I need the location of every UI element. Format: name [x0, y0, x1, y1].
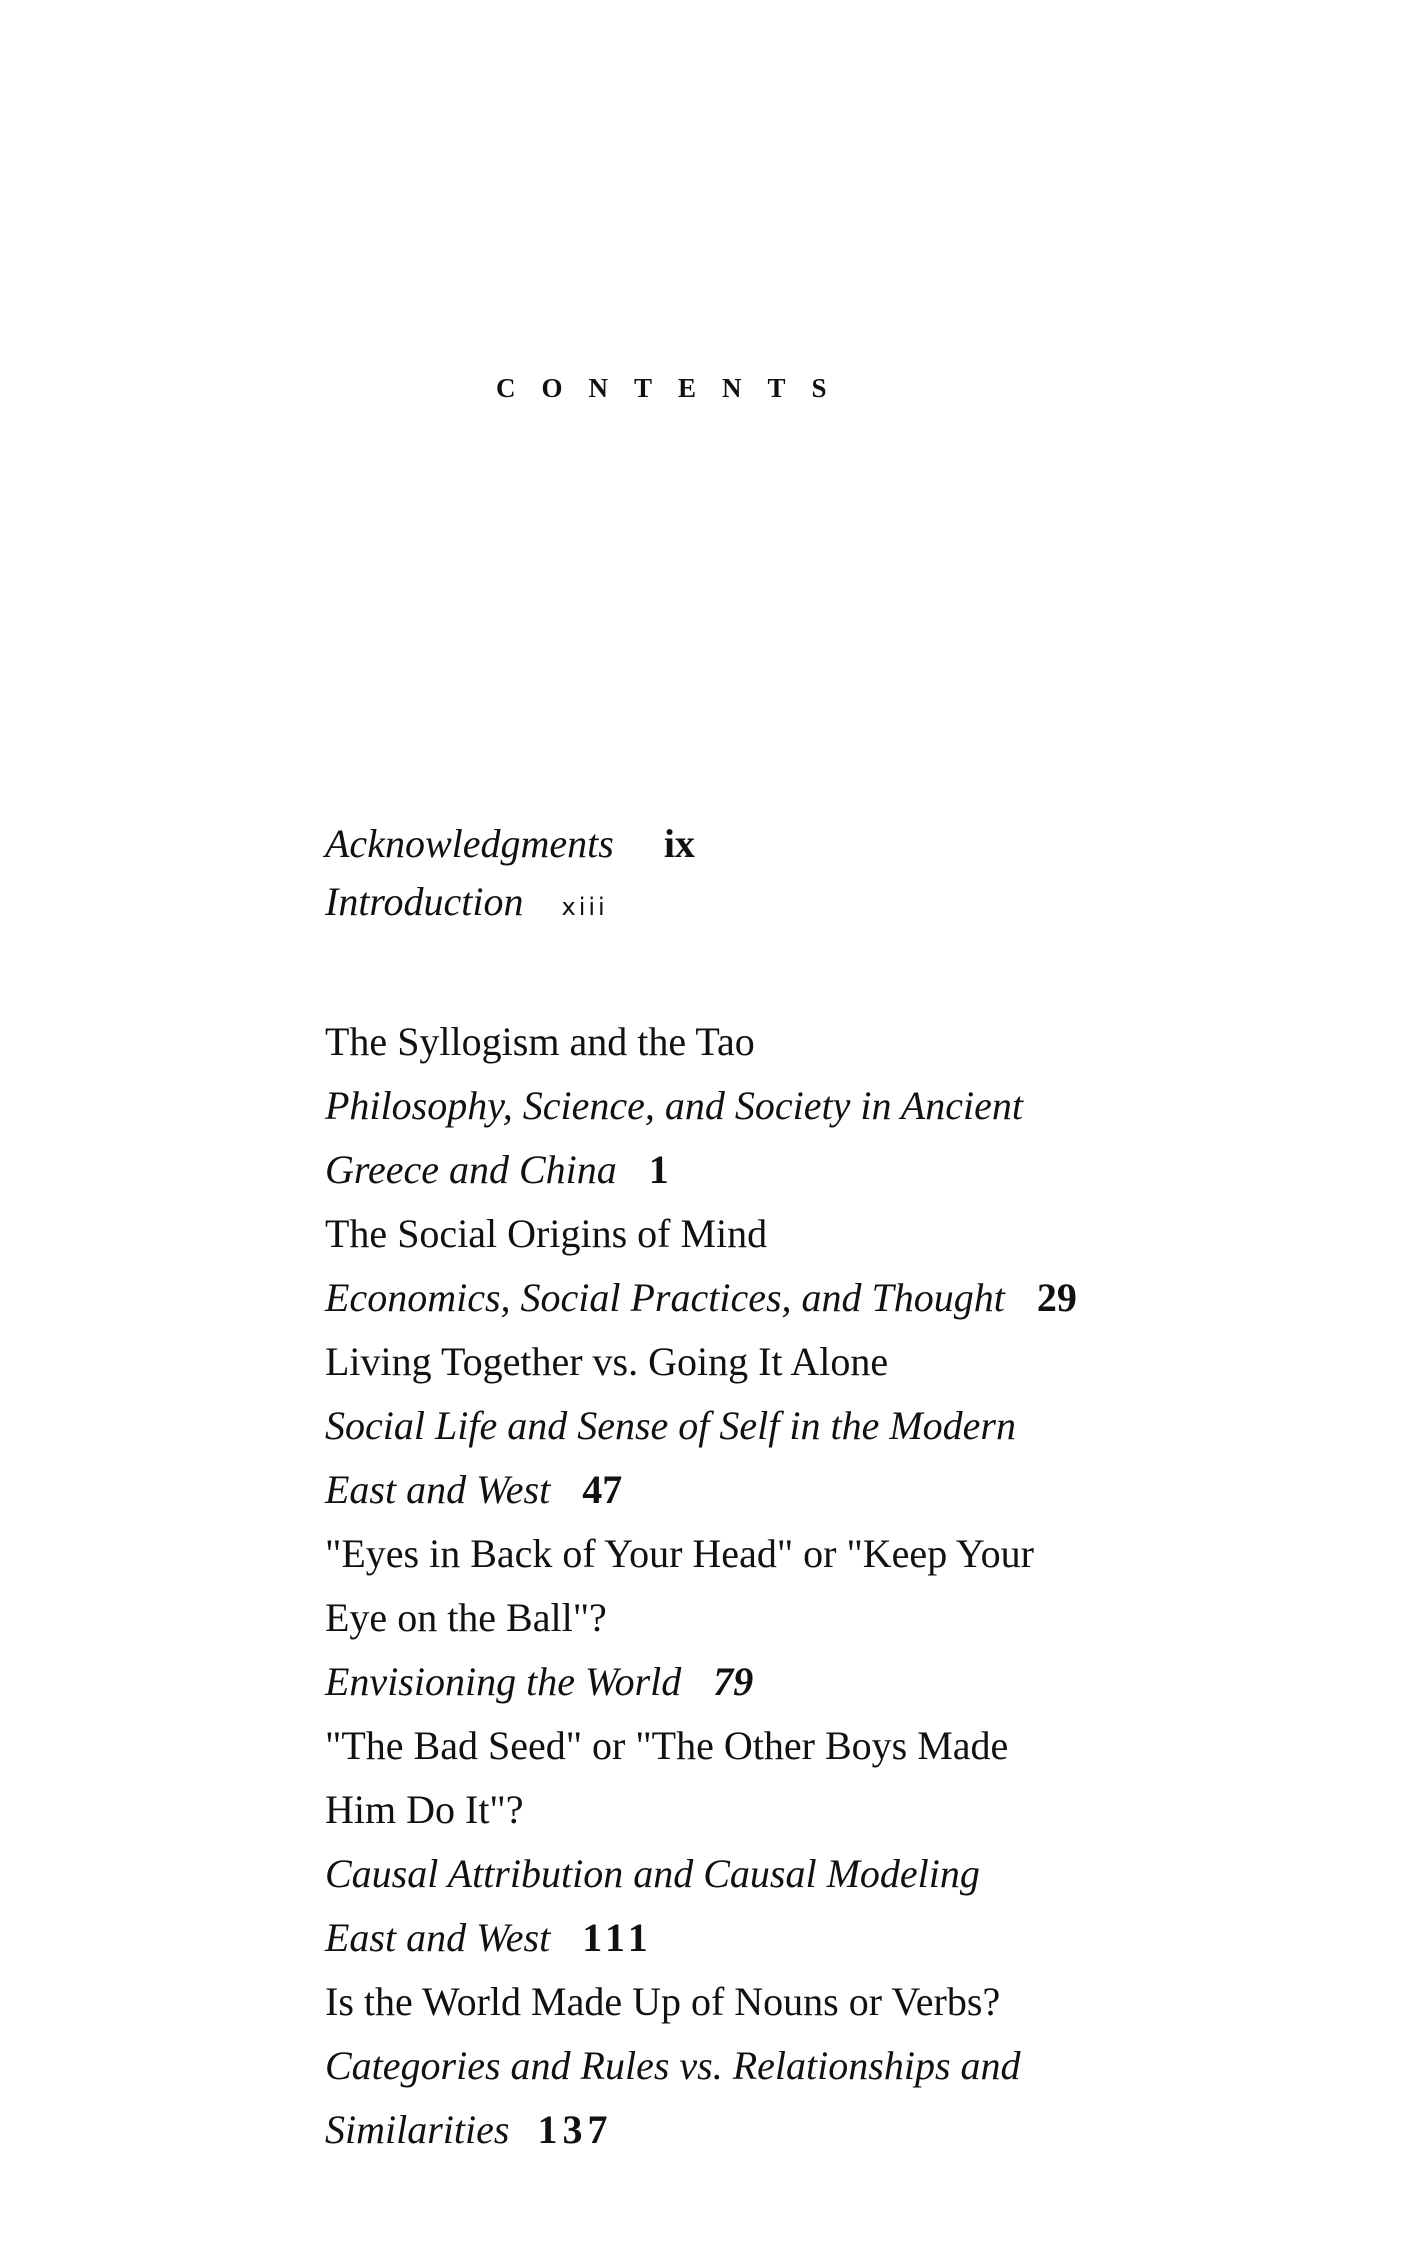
- chapter-5-subtitle-line-2: [325, 1914, 653, 1962]
- chapter-1-page-number: 1: [648, 1147, 669, 1192]
- chapter-4-title-line-2[interactable]: Eye on the Ball"?: [325, 1595, 607, 1640]
- chapter-3-subtitle-line-2: [325, 1466, 622, 1514]
- chapter-3-subtitle-line-1: Social Life and Sense of Self in the Modern: [325, 1403, 1016, 1448]
- toc-entry-acknowledgments[interactable]: [325, 820, 695, 868]
- chapter-1-subtitle-line-2: [325, 1146, 669, 1194]
- chapter-5-title-line-2[interactable]: Him Do It"?: [325, 1787, 524, 1832]
- chapter-4-subtitle-line-1: [325, 1658, 753, 1706]
- chapter-3-title-line-1[interactable]: Living Together vs. Going It Alone: [325, 1339, 889, 1384]
- chapter-4-title-line-1[interactable]: "Eyes in Back of Your Head" or "Keep Your: [325, 1531, 1034, 1576]
- entry-title: Acknowledgments: [325, 821, 614, 866]
- entry-page-number: xiii: [561, 893, 608, 921]
- subtitle-text: East and West: [325, 1915, 551, 1960]
- entry-page-number: ix: [663, 821, 695, 866]
- chapter-4-page-number: 79: [713, 1659, 754, 1704]
- subtitle-text: Greece and China: [325, 1147, 617, 1192]
- entry-title: Introduction: [325, 879, 524, 924]
- chapter-6-subtitle-line-2: [325, 2106, 612, 2154]
- subtitle-text: East and West: [325, 1467, 551, 1512]
- contents-heading: CONTENTS: [496, 373, 853, 403]
- chapter-6-subtitle-line-1: Categories and Rules vs. Relationships and: [325, 2043, 1021, 2088]
- chapter-1-title-line-1[interactable]: The Syllogism and the Tao: [325, 1019, 755, 1064]
- chapter-2-subtitle-line-1: [325, 1274, 1077, 1322]
- chapter-2-title-line-1[interactable]: The Social Origins of Mind: [325, 1211, 768, 1256]
- chapter-6-page-number: 137: [537, 2107, 613, 2152]
- chapter-6-title-line-1[interactable]: Is the World Made Up of Nouns or Verbs?: [325, 1979, 1001, 2024]
- chapter-5-page-number: 111: [582, 1915, 653, 1960]
- chapter-1-subtitle-line-1: Philosophy, Science, and Society in Ancient: [325, 1083, 1023, 1128]
- chapter-2-page-number: 29: [1036, 1275, 1077, 1320]
- subtitle-text: Economics, Social Practices, and Thought: [325, 1275, 1005, 1320]
- chapter-5-subtitle-line-1: Causal Attribution and Causal Modeling: [325, 1851, 980, 1896]
- subtitle-text: Envisioning the World: [325, 1659, 682, 1704]
- toc-entry-introduction[interactable]: [325, 878, 608, 931]
- subtitle-text: Similarities: [325, 2107, 510, 2152]
- chapter-5-title-line-1[interactable]: "The Bad Seed" or "The Other Boys Made: [325, 1723, 1009, 1768]
- chapter-3-page-number: 47: [582, 1467, 623, 1512]
